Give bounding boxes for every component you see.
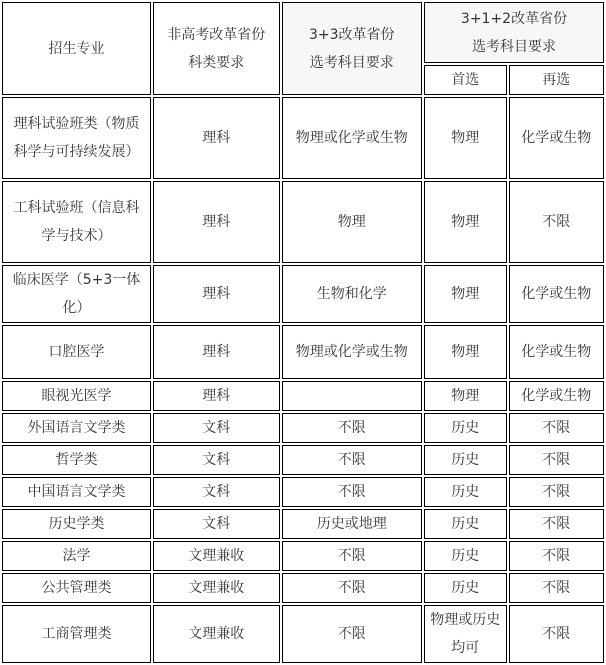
cell-second-choice: 不限 bbox=[509, 181, 604, 263]
cell-second-choice: 不限 bbox=[509, 541, 604, 571]
table-row bbox=[2, 381, 604, 411]
header-major: 招生专业 bbox=[2, 2, 151, 95]
cell-second-choice: 化学或生物 bbox=[509, 325, 604, 379]
cell-category: 理科 bbox=[153, 381, 280, 411]
cell-major: 法学 bbox=[2, 541, 151, 571]
cell-first-choice: 历史 bbox=[424, 541, 507, 571]
cell-first-choice: 物理 bbox=[424, 181, 507, 263]
cell-first-choice: 物理 bbox=[424, 97, 507, 179]
cell-requirement-33: 物理 bbox=[282, 181, 422, 263]
table-row bbox=[2, 445, 604, 475]
cell-requirement-33: 生物和化学 bbox=[282, 265, 422, 323]
cell-requirement-33: 历史或地理 bbox=[282, 509, 422, 539]
header-non-reform bbox=[153, 2, 280, 95]
header-reform-33-line2: 选考科目要求 bbox=[309, 54, 394, 71]
cell-major: 外国语言文学类 bbox=[2, 413, 151, 443]
cell-second-choice: 化学或生物 bbox=[509, 97, 604, 179]
cell-category: 理科 bbox=[153, 97, 280, 179]
cell-second-choice: 化学或生物 bbox=[509, 381, 604, 411]
header-first-choice: 首选 bbox=[424, 65, 507, 95]
cell-requirement-33: 不限 bbox=[282, 445, 422, 475]
header-non-reform-line2: 科类要求 bbox=[188, 54, 245, 71]
cell-major: 临床医学（5+3一体化） bbox=[2, 265, 151, 323]
cell-first-choice: 物理 bbox=[424, 381, 507, 411]
cell-category: 文科 bbox=[153, 413, 280, 443]
cell-first-choice: 历史 bbox=[424, 477, 507, 507]
cell-category: 文理兼收 bbox=[153, 573, 280, 603]
cell-second-choice: 化学或生物 bbox=[509, 265, 604, 323]
cell-first-choice: 历史 bbox=[424, 413, 507, 443]
table-row bbox=[2, 605, 604, 663]
cell-category: 文理兼收 bbox=[153, 605, 280, 663]
cell-requirement-33: 不限 bbox=[282, 605, 422, 663]
cell-second-choice: 不限 bbox=[509, 509, 604, 539]
table-row bbox=[2, 541, 604, 571]
cell-second-choice: 不限 bbox=[509, 413, 604, 443]
table-row bbox=[2, 509, 604, 539]
header-reform-33-line1: 3+3改革省份 bbox=[309, 26, 395, 43]
cell-category: 文科 bbox=[153, 445, 280, 475]
cell-requirement-33: 不限 bbox=[282, 541, 422, 571]
cell-major: 工科试验班（信息科学与技术） bbox=[2, 181, 151, 263]
cell-first-choice: 历史 bbox=[424, 445, 507, 475]
cell-second-choice: 不限 bbox=[509, 445, 604, 475]
table-row bbox=[2, 265, 604, 323]
cell-requirement-33: 物理或化学或生物 bbox=[282, 325, 422, 379]
cell-requirement-33: 物理或化学或生物 bbox=[282, 97, 422, 179]
cell-category: 文科 bbox=[153, 509, 280, 539]
cell-requirement-33 bbox=[282, 381, 422, 411]
table-row bbox=[2, 325, 604, 379]
cell-first-choice: 历史 bbox=[424, 509, 507, 539]
cell-requirement-33: 不限 bbox=[282, 573, 422, 603]
table-row bbox=[2, 181, 604, 263]
header-reform-312-line1: 3+1+2改革省份 bbox=[460, 10, 568, 27]
cell-major: 中国语言文学类 bbox=[2, 477, 151, 507]
table-row bbox=[2, 477, 604, 507]
cell-major: 历史学类 bbox=[2, 509, 151, 539]
cell-requirement-33: 不限 bbox=[282, 413, 422, 443]
cell-first-choice: 物理 bbox=[424, 325, 507, 379]
cell-category: 理科 bbox=[153, 325, 280, 379]
cell-major: 口腔医学 bbox=[2, 325, 151, 379]
cell-major: 哲学类 bbox=[2, 445, 151, 475]
header-non-reform-line1: 非高考改革省份 bbox=[167, 26, 266, 43]
header-reform-33 bbox=[282, 2, 422, 95]
cell-second-choice: 不限 bbox=[509, 605, 604, 663]
cell-requirement-33: 不限 bbox=[282, 477, 422, 507]
cell-first-choice: 物理或历史均可 bbox=[424, 605, 507, 663]
header-reform-312 bbox=[424, 2, 604, 63]
cell-category: 文科 bbox=[153, 477, 280, 507]
table-row bbox=[2, 97, 604, 179]
cell-second-choice: 不限 bbox=[509, 477, 604, 507]
table-row bbox=[2, 573, 604, 603]
cell-first-choice: 历史 bbox=[424, 573, 507, 603]
cell-major: 工商管理类 bbox=[2, 605, 151, 663]
cell-second-choice: 不限 bbox=[509, 573, 604, 603]
table-row bbox=[2, 413, 604, 443]
header-reform-312-line2: 选考科目要求 bbox=[472, 38, 556, 55]
header-second-choice: 再选 bbox=[509, 65, 604, 95]
cell-major: 眼视光医学 bbox=[2, 381, 151, 411]
cell-first-choice: 物理 bbox=[424, 265, 507, 323]
cell-category: 文理兼收 bbox=[153, 541, 280, 571]
cell-major: 公共管理类 bbox=[2, 573, 151, 603]
cell-major: 理科试验班类（物质科学与可持续发展） bbox=[2, 97, 151, 179]
cell-category: 理科 bbox=[153, 181, 280, 263]
cell-category: 理科 bbox=[153, 265, 280, 323]
